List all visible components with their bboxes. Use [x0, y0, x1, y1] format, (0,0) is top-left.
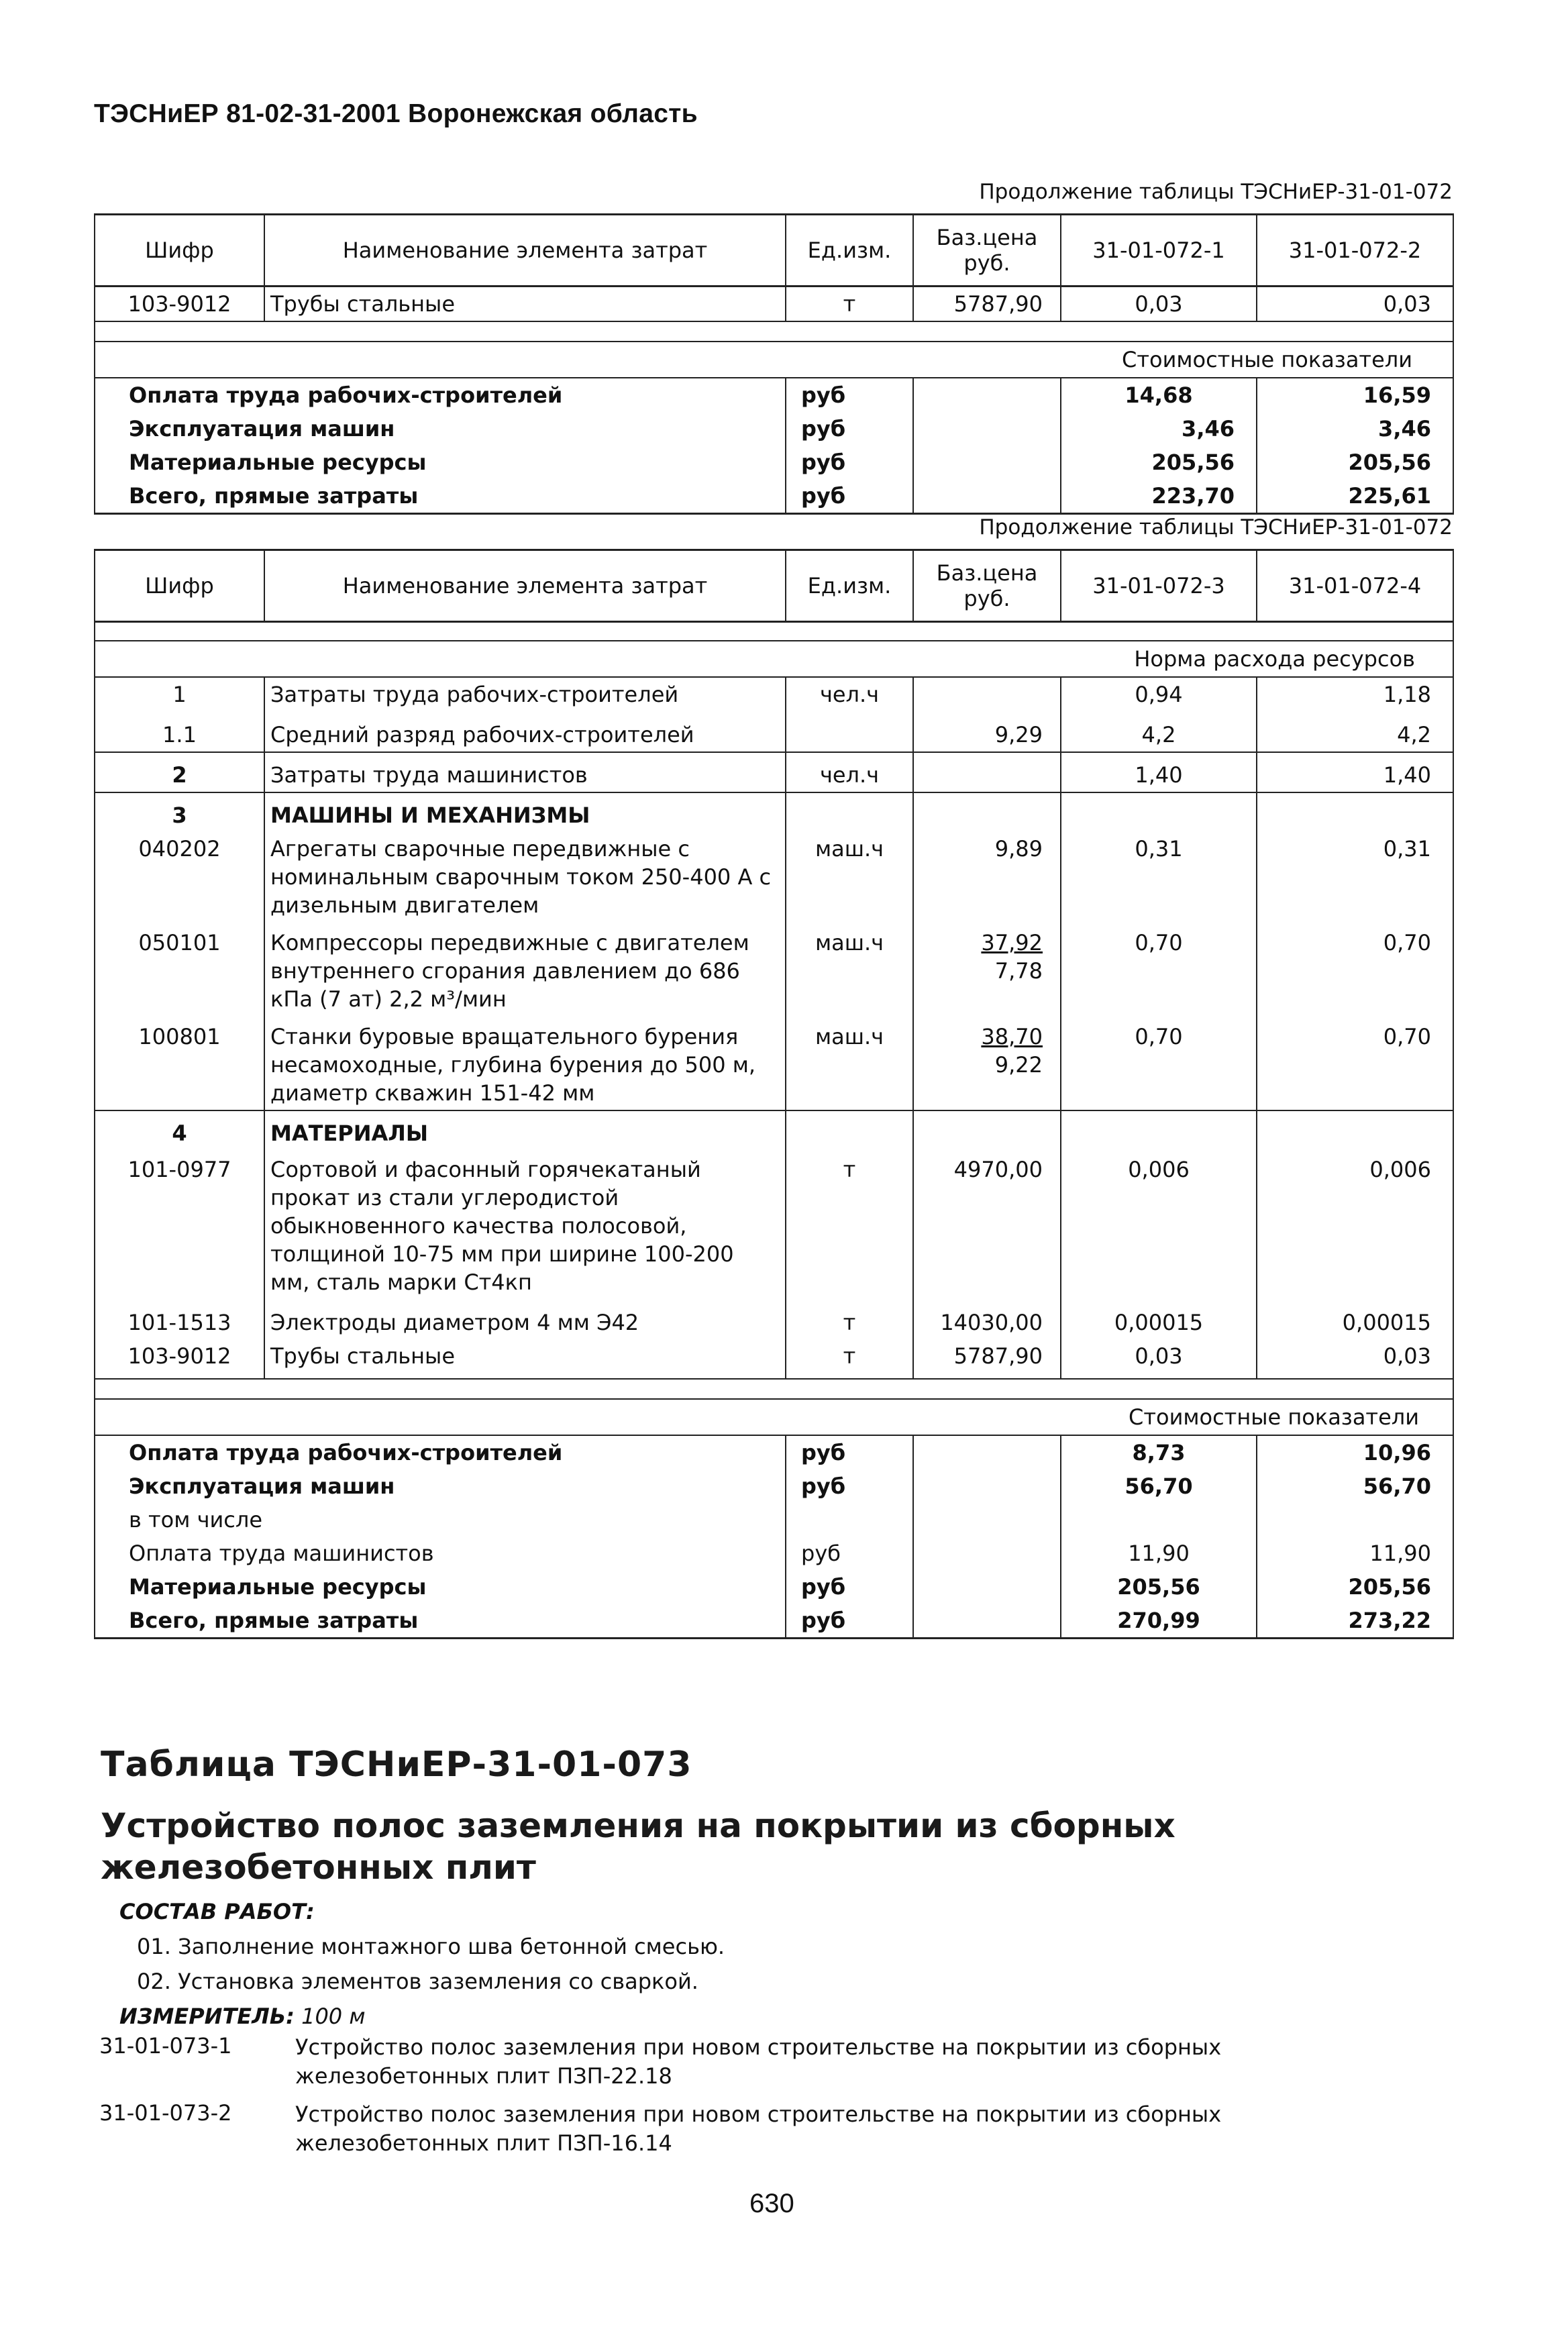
table-row — [95, 1339, 1453, 1379]
meter-line — [119, 2004, 365, 2029]
row-name: Агрегаты сварочные передвижные с номинальным сварочным током 250-400 А с дизельным двигателем — [264, 832, 786, 922]
row-price-value: 37,92 — [981, 930, 1043, 955]
spacer-row — [95, 321, 1453, 342]
summary-v1: 223,70 — [1061, 479, 1257, 514]
section-table-title: Таблица ТЭСНиЕР-31-01-073 — [101, 1745, 692, 1785]
table-row — [95, 752, 1453, 792]
summary-unit: руб — [786, 412, 913, 446]
row-v2: 0,31 — [1257, 832, 1453, 922]
row-code: 103-9012 — [95, 287, 264, 322]
summary-row — [95, 1469, 1453, 1503]
row-unit: маш.ч — [786, 832, 913, 922]
col-header-v2: 31-01-072-2 — [1257, 215, 1453, 287]
group-title: МАШИНЫ И МЕХАНИЗМЫ — [264, 792, 786, 832]
spacer-row — [95, 622, 1453, 641]
summary-label: Оплата труда машинистов — [95, 1537, 786, 1570]
row-name: Трубы стальные — [264, 1339, 786, 1379]
col-header-v1: 31-01-072-1 — [1061, 215, 1257, 287]
summary-row — [95, 1570, 1453, 1604]
table1 — [94, 213, 1454, 515]
table1-header-row — [95, 215, 1453, 287]
summary-label: в том числе — [95, 1503, 786, 1537]
row-name: Трубы стальные — [264, 287, 786, 322]
summary-row — [95, 1604, 1453, 1639]
summary-v2: 16,59 — [1257, 378, 1453, 412]
summary-label: Эксплуатация машин — [95, 412, 786, 446]
row-price: 4970,00 — [913, 1150, 1061, 1299]
work-composition-label: СОСТАВ РАБОТ: — [119, 1899, 315, 1924]
group-header-row — [95, 1110, 1453, 1150]
row-v2: 1,40 — [1257, 752, 1453, 792]
summary-v2: 11,90 — [1257, 1537, 1453, 1570]
group-code: 4 — [95, 1110, 264, 1150]
summary-row — [95, 446, 1453, 479]
row-price: 9,29 — [913, 711, 1061, 752]
summary-v1: 8,73 — [1061, 1435, 1257, 1469]
row-v1: 0,03 — [1061, 1339, 1257, 1379]
table-row — [95, 287, 1453, 322]
summary-label: Всего, прямые затраты — [95, 479, 786, 514]
row-unit: т — [786, 1150, 913, 1299]
col-header-code: Шифр — [95, 550, 264, 622]
row-unit: т — [786, 1339, 913, 1379]
item-text: Устройство полос заземления при новом строительстве на покрытии из сборных железобетонных плит ПЗП-22.18 — [295, 2034, 1222, 2089]
summary-unit: руб — [786, 378, 913, 412]
row-v1: 0,006 — [1061, 1150, 1257, 1299]
row-v2: 1,18 — [1257, 677, 1453, 711]
group-title: МАТЕРИАЛЫ — [264, 1110, 786, 1150]
row-v2: 0,006 — [1257, 1150, 1453, 1299]
work-item: 02. Установка элементов заземления со сваркой. — [137, 1969, 698, 1994]
summary-v1: 14,68 — [1061, 378, 1257, 412]
col-header-v1: 31-01-072-3 — [1061, 550, 1257, 622]
summary-v2: 10,96 — [1257, 1435, 1453, 1469]
table1-caption: Продолжение таблицы ТЭСНиЕР-31-01-072 — [979, 180, 1453, 204]
row-price — [913, 1016, 1061, 1110]
table2-header-row — [95, 550, 1453, 622]
row-code: 103-9012 — [95, 1339, 264, 1379]
section-heading: Устройство полос заземления на покрытии из сборных железобетонных плит — [101, 1806, 1175, 1887]
band-label: Стоимостные показатели — [95, 1399, 1453, 1435]
table-row — [95, 711, 1453, 752]
summary-v2: 205,56 — [1257, 446, 1453, 479]
row-v1: 0,70 — [1061, 922, 1257, 1016]
row-v2: 0,03 — [1257, 1339, 1453, 1379]
summary-v2: 3,46 — [1257, 412, 1453, 446]
row-name: Станки буровые вращательного бурения несамоходные, глубина бурения до 500 м, диаметр скважин 151-42 мм — [264, 1016, 786, 1110]
row-v1: 4,2 — [1061, 711, 1257, 752]
row-price — [913, 832, 1061, 922]
row-v1: 0,70 — [1061, 1016, 1257, 1110]
row-unit: чел.ч — [786, 677, 913, 711]
summary-row — [95, 412, 1453, 446]
summary-row — [95, 479, 1453, 514]
row-price — [913, 922, 1061, 1016]
row-name: Компрессоры передвижные с двигателем внутреннего сгорания давлением до 686 кПа (7 ат) 2,2 м³/мин — [264, 922, 786, 1016]
col-header-v2: 31-01-072-4 — [1257, 550, 1453, 622]
row-code: 101-0977 — [95, 1150, 264, 1299]
row-code: 101-1513 — [95, 1299, 264, 1339]
row-name: Электроды диаметром 4 мм Э42 — [264, 1299, 786, 1339]
summary-v1: 270,99 — [1061, 1604, 1257, 1639]
row-price-value: 9,89 — [994, 836, 1043, 862]
row-v2: 4,2 — [1257, 711, 1453, 752]
row-v1: 0,00015 — [1061, 1299, 1257, 1339]
row-code: 040202 — [95, 832, 264, 922]
row-v1: 0,94 — [1061, 677, 1257, 711]
row-unit: маш.ч — [786, 1016, 913, 1110]
band-row — [95, 1399, 1453, 1435]
table2-caption: Продолжение таблицы ТЭСНиЕР-31-01-072 — [979, 515, 1453, 539]
group-code: 3 — [95, 792, 264, 832]
summary-row — [95, 1537, 1453, 1570]
summary-row — [95, 1435, 1453, 1469]
row-price-value: 38,70 — [981, 1024, 1043, 1049]
row-v1: 0,03 — [1061, 287, 1257, 322]
summary-row — [95, 378, 1453, 412]
row-code: 100801 — [95, 1016, 264, 1110]
summary-label: Эксплуатация машин — [95, 1469, 786, 1503]
row-price: 5787,90 — [913, 1339, 1061, 1379]
band-label: Норма расхода ресурсов — [95, 641, 1453, 677]
summary-label: Материальные ресурсы — [95, 446, 786, 479]
summary-unit: руб — [786, 1537, 913, 1570]
row-unit — [786, 711, 913, 752]
summary-label: Материальные ресурсы — [95, 1570, 786, 1604]
summary-unit: руб — [786, 1435, 913, 1469]
summary-unit: руб — [786, 446, 913, 479]
group-header-row — [95, 792, 1453, 832]
table2 — [94, 549, 1454, 1639]
col-header-price: Баз.цена руб. — [913, 215, 1061, 287]
row-price — [913, 677, 1061, 711]
row-v2: 0,03 — [1257, 287, 1453, 322]
row-v2: 0,70 — [1257, 1016, 1453, 1110]
band-row — [95, 342, 1453, 378]
table-row — [95, 832, 1453, 922]
summary-row — [95, 1503, 1453, 1537]
col-header-name: Наименование элемента затрат — [264, 550, 786, 622]
row-code: 1.1 — [95, 711, 264, 752]
row-v1: 0,31 — [1061, 832, 1257, 922]
item-code: 31-01-073-2 — [99, 2100, 232, 2126]
table-row — [95, 1016, 1453, 1110]
summary-v1: 205,56 — [1061, 446, 1257, 479]
row-name: Средний разряд рабочих-строителей — [264, 711, 786, 752]
band-row — [95, 641, 1453, 677]
table-row — [95, 677, 1453, 711]
summary-v1: 205,56 — [1061, 1570, 1257, 1604]
page-number: 630 — [749, 2189, 794, 2218]
work-item: 01. Заполнение монтажного шва бетонной смесью. — [137, 1934, 725, 1959]
col-header-name: Наименование элемента затрат — [264, 215, 786, 287]
item-text: Устройство полос заземления при новом строительстве на покрытии из сборных железобетонных плит ПЗП-16.14 — [295, 2102, 1222, 2156]
summary-unit: руб — [786, 479, 913, 514]
row-name: Затраты труда рабочих-строителей — [264, 677, 786, 711]
row-price-secondary: 9,22 — [994, 1052, 1043, 1078]
row-unit: маш.ч — [786, 922, 913, 1016]
table-row — [95, 1150, 1453, 1299]
row-code: 2 — [95, 752, 264, 792]
row-code: 050101 — [95, 922, 264, 1016]
summary-v2: 225,61 — [1257, 479, 1453, 514]
page-header: ТЭСНиЕР 81-02-31-2001 Воронежская область — [94, 99, 698, 128]
col-header-unit: Ед.изм. — [786, 215, 913, 287]
row-unit: т — [786, 287, 913, 322]
band-label: Стоимостные показатели — [95, 342, 1453, 378]
row-unit: т — [786, 1299, 913, 1339]
row-price-secondary: 7,78 — [994, 958, 1043, 984]
row-name: Сортовой и фасонный горячекатаный прокат из стали углеродистой обыкновенного качества полосовой, толщиной 10-75 мм при ширине 100-200 мм, сталь марки Ст4кп — [264, 1150, 786, 1299]
table-row — [95, 922, 1453, 1016]
summary-v2: 273,22 — [1257, 1604, 1453, 1639]
row-unit: чел.ч — [786, 752, 913, 792]
row-v2: 0,00015 — [1257, 1299, 1453, 1339]
item-code: 31-01-073-1 — [99, 2033, 232, 2059]
meter-label: ИЗМЕРИТЕЛЬ: — [119, 2004, 295, 2029]
summary-unit: руб — [786, 1570, 913, 1604]
row-price — [913, 752, 1061, 792]
col-header-unit: Ед.изм. — [786, 550, 913, 622]
summary-v1: 56,70 — [1061, 1469, 1257, 1503]
summary-label: Всего, прямые затраты — [95, 1604, 786, 1639]
row-v1: 1,40 — [1061, 752, 1257, 792]
meter-value: 100 м — [301, 2004, 366, 2029]
summary-v1: 3,46 — [1061, 412, 1257, 446]
summary-v2: 56,70 — [1257, 1469, 1453, 1503]
row-code: 1 — [95, 677, 264, 711]
table-row — [95, 1299, 1453, 1339]
row-price: 5787,90 — [913, 287, 1061, 322]
row-name: Затраты труда машинистов — [264, 752, 786, 792]
summary-label: Оплата труда рабочих-строителей — [95, 1435, 786, 1469]
summary-unit: руб — [786, 1469, 913, 1503]
summary-unit: руб — [786, 1604, 913, 1639]
col-header-price: Баз.цена руб. — [913, 550, 1061, 622]
summary-v1: 11,90 — [1061, 1537, 1257, 1570]
row-v2: 0,70 — [1257, 922, 1453, 1016]
summary-v2: 205,56 — [1257, 1570, 1453, 1604]
col-header-code: Шифр — [95, 215, 264, 287]
spacer-row — [95, 1379, 1453, 1399]
row-price: 14030,00 — [913, 1299, 1061, 1339]
summary-label: Оплата труда рабочих-строителей — [95, 378, 786, 412]
